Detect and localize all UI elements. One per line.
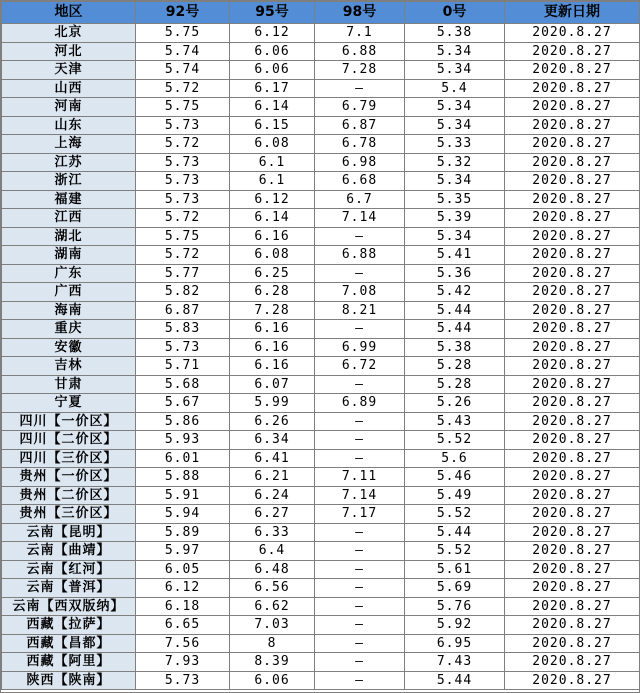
price-92-cell: 5.75 (136, 227, 230, 246)
table-row (2, 431, 640, 450)
price-98-cell: 7.08 (315, 283, 405, 302)
region-cell: 云南【西双版纳】 (2, 597, 136, 616)
table-row (2, 579, 640, 598)
price-98-cell: – (315, 671, 405, 690)
table-row (2, 671, 640, 690)
update-date-cell: 2020.8.27 (505, 79, 640, 98)
region-cell: 天津 (2, 61, 136, 80)
price-95-cell: 6.4 (230, 542, 315, 561)
price-98-cell: 6.72 (315, 357, 405, 376)
price-0-cell: 5.41 (405, 246, 505, 265)
table-row (2, 523, 640, 542)
update-date-cell: 2020.8.27 (505, 634, 640, 653)
region-cell: 上海 (2, 135, 136, 154)
price-92-cell: 5.73 (136, 153, 230, 172)
price-92-cell: 5.89 (136, 523, 230, 542)
price-0-cell: 5.92 (405, 616, 505, 635)
table-row (2, 61, 640, 80)
price-98-cell: 7.14 (315, 486, 405, 505)
update-date-cell: 2020.8.27 (505, 172, 640, 191)
update-date-cell: 2020.8.27 (505, 394, 640, 413)
price-98-cell: – (315, 227, 405, 246)
update-date-cell: 2020.8.27 (505, 597, 640, 616)
price-92-cell: 5.91 (136, 486, 230, 505)
price-98-cell: 7.28 (315, 61, 405, 80)
price-95-cell: 6.16 (230, 338, 315, 357)
price-98-cell: 6.99 (315, 338, 405, 357)
price-95-cell: 6.14 (230, 98, 315, 117)
price-92-cell: 5.73 (136, 116, 230, 135)
update-date-cell: 2020.8.27 (505, 264, 640, 283)
region-cell: 四川【一价区】 (2, 412, 136, 431)
price-95-cell: 6.41 (230, 449, 315, 468)
update-date-cell: 2020.8.27 (505, 653, 640, 672)
update-date-cell: 2020.8.27 (505, 523, 640, 542)
region-cell: 江西 (2, 209, 136, 228)
price-92-cell: 5.72 (136, 135, 230, 154)
header-0: 0号 (405, 2, 505, 24)
price-0-cell: 5.49 (405, 486, 505, 505)
price-95-cell: 6.16 (230, 357, 315, 376)
price-92-cell: 6.87 (136, 301, 230, 320)
price-0-cell: 5.44 (405, 320, 505, 339)
region-cell: 贵州【二价区】 (2, 486, 136, 505)
table-row (2, 357, 640, 376)
table-row (2, 283, 640, 302)
price-92-cell: 5.74 (136, 61, 230, 80)
update-date-cell: 2020.8.27 (505, 338, 640, 357)
region-cell: 海南 (2, 301, 136, 320)
price-92-cell: 5.97 (136, 542, 230, 561)
table-row (2, 24, 640, 43)
update-date-cell: 2020.8.27 (505, 116, 640, 135)
price-95-cell: 6.16 (230, 227, 315, 246)
price-98-cell: 7.14 (315, 209, 405, 228)
price-92-cell: 5.71 (136, 357, 230, 376)
table-row (2, 227, 640, 246)
price-0-cell: 5.52 (405, 505, 505, 524)
header-92: 92号 (136, 2, 230, 24)
update-date-cell: 2020.8.27 (505, 98, 640, 117)
update-date-cell: 2020.8.27 (505, 542, 640, 561)
region-cell: 福建 (2, 190, 136, 209)
update-date-cell: 2020.8.27 (505, 135, 640, 154)
price-95-cell: 6.26 (230, 412, 315, 431)
price-0-cell: 5.34 (405, 227, 505, 246)
price-0-cell: 5.44 (405, 523, 505, 542)
price-0-cell: 5.6 (405, 449, 505, 468)
price-98-cell: 6.88 (315, 246, 405, 265)
price-98-cell: – (315, 79, 405, 98)
price-0-cell: 5.76 (405, 597, 505, 616)
price-98-cell: 8.21 (315, 301, 405, 320)
region-cell: 浙江 (2, 172, 136, 191)
update-date-cell: 2020.8.27 (505, 560, 640, 579)
price-98-cell: – (315, 412, 405, 431)
table-row (2, 486, 640, 505)
update-date-cell: 2020.8.27 (505, 505, 640, 524)
region-cell: 广西 (2, 283, 136, 302)
price-98-cell: 6.89 (315, 394, 405, 413)
price-92-cell: 5.74 (136, 42, 230, 61)
price-98-cell: – (315, 560, 405, 579)
region-cell: 山西 (2, 79, 136, 98)
price-95-cell: 6.15 (230, 116, 315, 135)
region-cell: 北京 (2, 24, 136, 43)
header-95: 95号 (230, 2, 315, 24)
price-92-cell: 5.93 (136, 431, 230, 450)
price-95-cell: 6.48 (230, 560, 315, 579)
update-date-cell: 2020.8.27 (505, 301, 640, 320)
update-date-cell: 2020.8.27 (505, 468, 640, 487)
price-95-cell: 7.28 (230, 301, 315, 320)
price-98-cell: 6.98 (315, 153, 405, 172)
table-row (2, 394, 640, 413)
price-98-cell: – (315, 542, 405, 561)
table-row (2, 42, 640, 61)
region-cell: 四川【三价区】 (2, 449, 136, 468)
update-date-cell: 2020.8.27 (505, 375, 640, 394)
price-95-cell: 5.99 (230, 394, 315, 413)
region-cell: 云南【昆明】 (2, 523, 136, 542)
price-95-cell: 6.06 (230, 42, 315, 61)
table-row (2, 653, 640, 672)
price-95-cell: 6.16 (230, 320, 315, 339)
price-95-cell: 6.17 (230, 79, 315, 98)
table-row (2, 560, 640, 579)
price-92-cell: 5.86 (136, 412, 230, 431)
update-date-cell: 2020.8.27 (505, 486, 640, 505)
price-92-cell: 6.65 (136, 616, 230, 635)
price-95-cell: 6.62 (230, 597, 315, 616)
price-0-cell: 5.34 (405, 98, 505, 117)
region-cell: 西藏【昌都】 (2, 634, 136, 653)
price-0-cell: 5.39 (405, 209, 505, 228)
price-0-cell: 5.46 (405, 468, 505, 487)
price-92-cell: 6.01 (136, 449, 230, 468)
update-date-cell: 2020.8.27 (505, 449, 640, 468)
fuel-price-table (1, 1, 640, 690)
region-cell: 甘肃 (2, 375, 136, 394)
table-row (2, 246, 640, 265)
region-cell: 安徽 (2, 338, 136, 357)
price-92-cell: 5.75 (136, 98, 230, 117)
price-98-cell: 6.88 (315, 42, 405, 61)
price-92-cell: 5.72 (136, 209, 230, 228)
price-0-cell: 5.26 (405, 394, 505, 413)
price-0-cell: 7.43 (405, 653, 505, 672)
price-95-cell: 6.34 (230, 431, 315, 450)
price-0-cell: 5.69 (405, 579, 505, 598)
price-98-cell: – (315, 616, 405, 635)
price-0-cell: 5.43 (405, 412, 505, 431)
price-0-cell: 5.28 (405, 357, 505, 376)
region-cell: 江苏 (2, 153, 136, 172)
table-row (2, 634, 640, 653)
price-0-cell: 5.4 (405, 79, 505, 98)
price-0-cell: 5.44 (405, 671, 505, 690)
region-cell: 吉林 (2, 357, 136, 376)
price-95-cell: 6.06 (230, 61, 315, 80)
region-cell: 广东 (2, 264, 136, 283)
table-row (2, 172, 640, 191)
price-98-cell: – (315, 431, 405, 450)
price-98-cell: 6.79 (315, 98, 405, 117)
price-98-cell: 6.68 (315, 172, 405, 191)
price-95-cell: 6.06 (230, 671, 315, 690)
price-98-cell: – (315, 653, 405, 672)
update-date-cell: 2020.8.27 (505, 42, 640, 61)
table-row (2, 505, 640, 524)
price-0-cell: 5.33 (405, 135, 505, 154)
region-cell: 西藏【阿里】 (2, 653, 136, 672)
price-98-cell: – (315, 634, 405, 653)
update-date-cell: 2020.8.27 (505, 320, 640, 339)
price-95-cell: 6.1 (230, 172, 315, 191)
price-0-cell: 5.32 (405, 153, 505, 172)
header-update-date: 更新日期 (505, 2, 640, 24)
price-98-cell: 6.87 (315, 116, 405, 135)
price-0-cell: 5.42 (405, 283, 505, 302)
price-0-cell: 5.34 (405, 172, 505, 191)
price-92-cell: 5.67 (136, 394, 230, 413)
table-row (2, 79, 640, 98)
price-92-cell: 5.82 (136, 283, 230, 302)
price-98-cell: – (315, 375, 405, 394)
price-0-cell: 5.38 (405, 24, 505, 43)
region-cell: 云南【红河】 (2, 560, 136, 579)
region-cell: 西藏【拉萨】 (2, 616, 136, 635)
price-95-cell: 6.27 (230, 505, 315, 524)
update-date-cell: 2020.8.27 (505, 357, 640, 376)
price-0-cell: 6.95 (405, 634, 505, 653)
update-date-cell: 2020.8.27 (505, 671, 640, 690)
header-98: 98号 (315, 2, 405, 24)
price-92-cell: 5.77 (136, 264, 230, 283)
region-cell: 贵州【三价区】 (2, 505, 136, 524)
update-date-cell: 2020.8.27 (505, 246, 640, 265)
price-92-cell: 5.73 (136, 671, 230, 690)
price-92-cell: 5.75 (136, 24, 230, 43)
update-date-cell: 2020.8.27 (505, 412, 640, 431)
region-cell: 四川【二价区】 (2, 431, 136, 450)
price-92-cell: 6.05 (136, 560, 230, 579)
price-92-cell: 5.72 (136, 79, 230, 98)
price-98-cell: – (315, 579, 405, 598)
price-0-cell: 5.34 (405, 116, 505, 135)
price-98-cell: 6.7 (315, 190, 405, 209)
price-95-cell: 6.08 (230, 135, 315, 154)
header-region: 地区 (2, 2, 136, 24)
table-row (2, 597, 640, 616)
price-95-cell: 6.12 (230, 190, 315, 209)
price-95-cell: 7.03 (230, 616, 315, 635)
price-0-cell: 5.28 (405, 375, 505, 394)
update-date-cell: 2020.8.27 (505, 431, 640, 450)
price-92-cell: 5.68 (136, 375, 230, 394)
price-0-cell: 5.34 (405, 61, 505, 80)
table-row (2, 542, 640, 561)
price-95-cell: 6.1 (230, 153, 315, 172)
price-0-cell: 5.35 (405, 190, 505, 209)
update-date-cell: 2020.8.27 (505, 579, 640, 598)
region-cell: 湖南 (2, 246, 136, 265)
price-95-cell: 6.33 (230, 523, 315, 542)
price-98-cell: 7.1 (315, 24, 405, 43)
price-95-cell: 6.12 (230, 24, 315, 43)
price-98-cell: – (315, 449, 405, 468)
price-98-cell: – (315, 320, 405, 339)
table-row (2, 98, 640, 117)
price-95-cell: 8.39 (230, 653, 315, 672)
price-0-cell: 5.38 (405, 338, 505, 357)
price-98-cell: – (315, 597, 405, 616)
price-0-cell: 5.36 (405, 264, 505, 283)
price-95-cell: 6.24 (230, 486, 315, 505)
price-92-cell: 7.56 (136, 634, 230, 653)
update-date-cell: 2020.8.27 (505, 209, 640, 228)
price-95-cell: 6.56 (230, 579, 315, 598)
region-cell: 湖北 (2, 227, 136, 246)
table-row (2, 412, 640, 431)
table-row (2, 375, 640, 394)
region-cell: 贵州【一价区】 (2, 468, 136, 487)
price-95-cell: 6.25 (230, 264, 315, 283)
price-98-cell: – (315, 523, 405, 542)
price-92-cell: 6.12 (136, 579, 230, 598)
price-0-cell: 5.52 (405, 542, 505, 561)
region-cell: 陕西【陕南】 (2, 671, 136, 690)
table-row (2, 135, 640, 154)
price-95-cell: 6.28 (230, 283, 315, 302)
region-cell: 河南 (2, 98, 136, 117)
price-98-cell: 7.11 (315, 468, 405, 487)
price-92-cell: 5.73 (136, 190, 230, 209)
price-92-cell: 7.93 (136, 653, 230, 672)
table-row (2, 301, 640, 320)
price-95-cell: 6.14 (230, 209, 315, 228)
price-92-cell: 5.72 (136, 246, 230, 265)
price-92-cell: 5.88 (136, 468, 230, 487)
region-cell: 云南【普洱】 (2, 579, 136, 598)
update-date-cell: 2020.8.27 (505, 227, 640, 246)
table-row (2, 116, 640, 135)
price-92-cell: 5.73 (136, 172, 230, 191)
price-92-cell: 5.94 (136, 505, 230, 524)
price-98-cell: 6.78 (315, 135, 405, 154)
table-row (2, 320, 640, 339)
table-row (2, 190, 640, 209)
price-92-cell: 6.18 (136, 597, 230, 616)
region-cell: 河北 (2, 42, 136, 61)
price-98-cell: – (315, 264, 405, 283)
header-row (2, 2, 640, 24)
region-cell: 山东 (2, 116, 136, 135)
update-date-cell: 2020.8.27 (505, 24, 640, 43)
table-row (2, 153, 640, 172)
region-cell: 云南【曲靖】 (2, 542, 136, 561)
price-0-cell: 5.34 (405, 42, 505, 61)
update-date-cell: 2020.8.27 (505, 190, 640, 209)
table-row (2, 449, 640, 468)
price-92-cell: 5.83 (136, 320, 230, 339)
update-date-cell: 2020.8.27 (505, 153, 640, 172)
price-95-cell: 6.07 (230, 375, 315, 394)
table-row (2, 338, 640, 357)
update-date-cell: 2020.8.27 (505, 61, 640, 80)
table-row (2, 209, 640, 228)
price-95-cell: 8 (230, 634, 315, 653)
table-row (2, 616, 640, 635)
price-0-cell: 5.61 (405, 560, 505, 579)
price-98-cell: 7.17 (315, 505, 405, 524)
table-row (2, 264, 640, 283)
price-0-cell: 5.52 (405, 431, 505, 450)
region-cell: 宁夏 (2, 394, 136, 413)
update-date-cell: 2020.8.27 (505, 283, 640, 302)
price-95-cell: 6.08 (230, 246, 315, 265)
price-92-cell: 5.73 (136, 338, 230, 357)
price-95-cell: 6.21 (230, 468, 315, 487)
price-0-cell: 5.44 (405, 301, 505, 320)
table-body (2, 24, 640, 690)
update-date-cell: 2020.8.27 (505, 616, 640, 635)
table-row (2, 468, 640, 487)
region-cell: 重庆 (2, 320, 136, 339)
